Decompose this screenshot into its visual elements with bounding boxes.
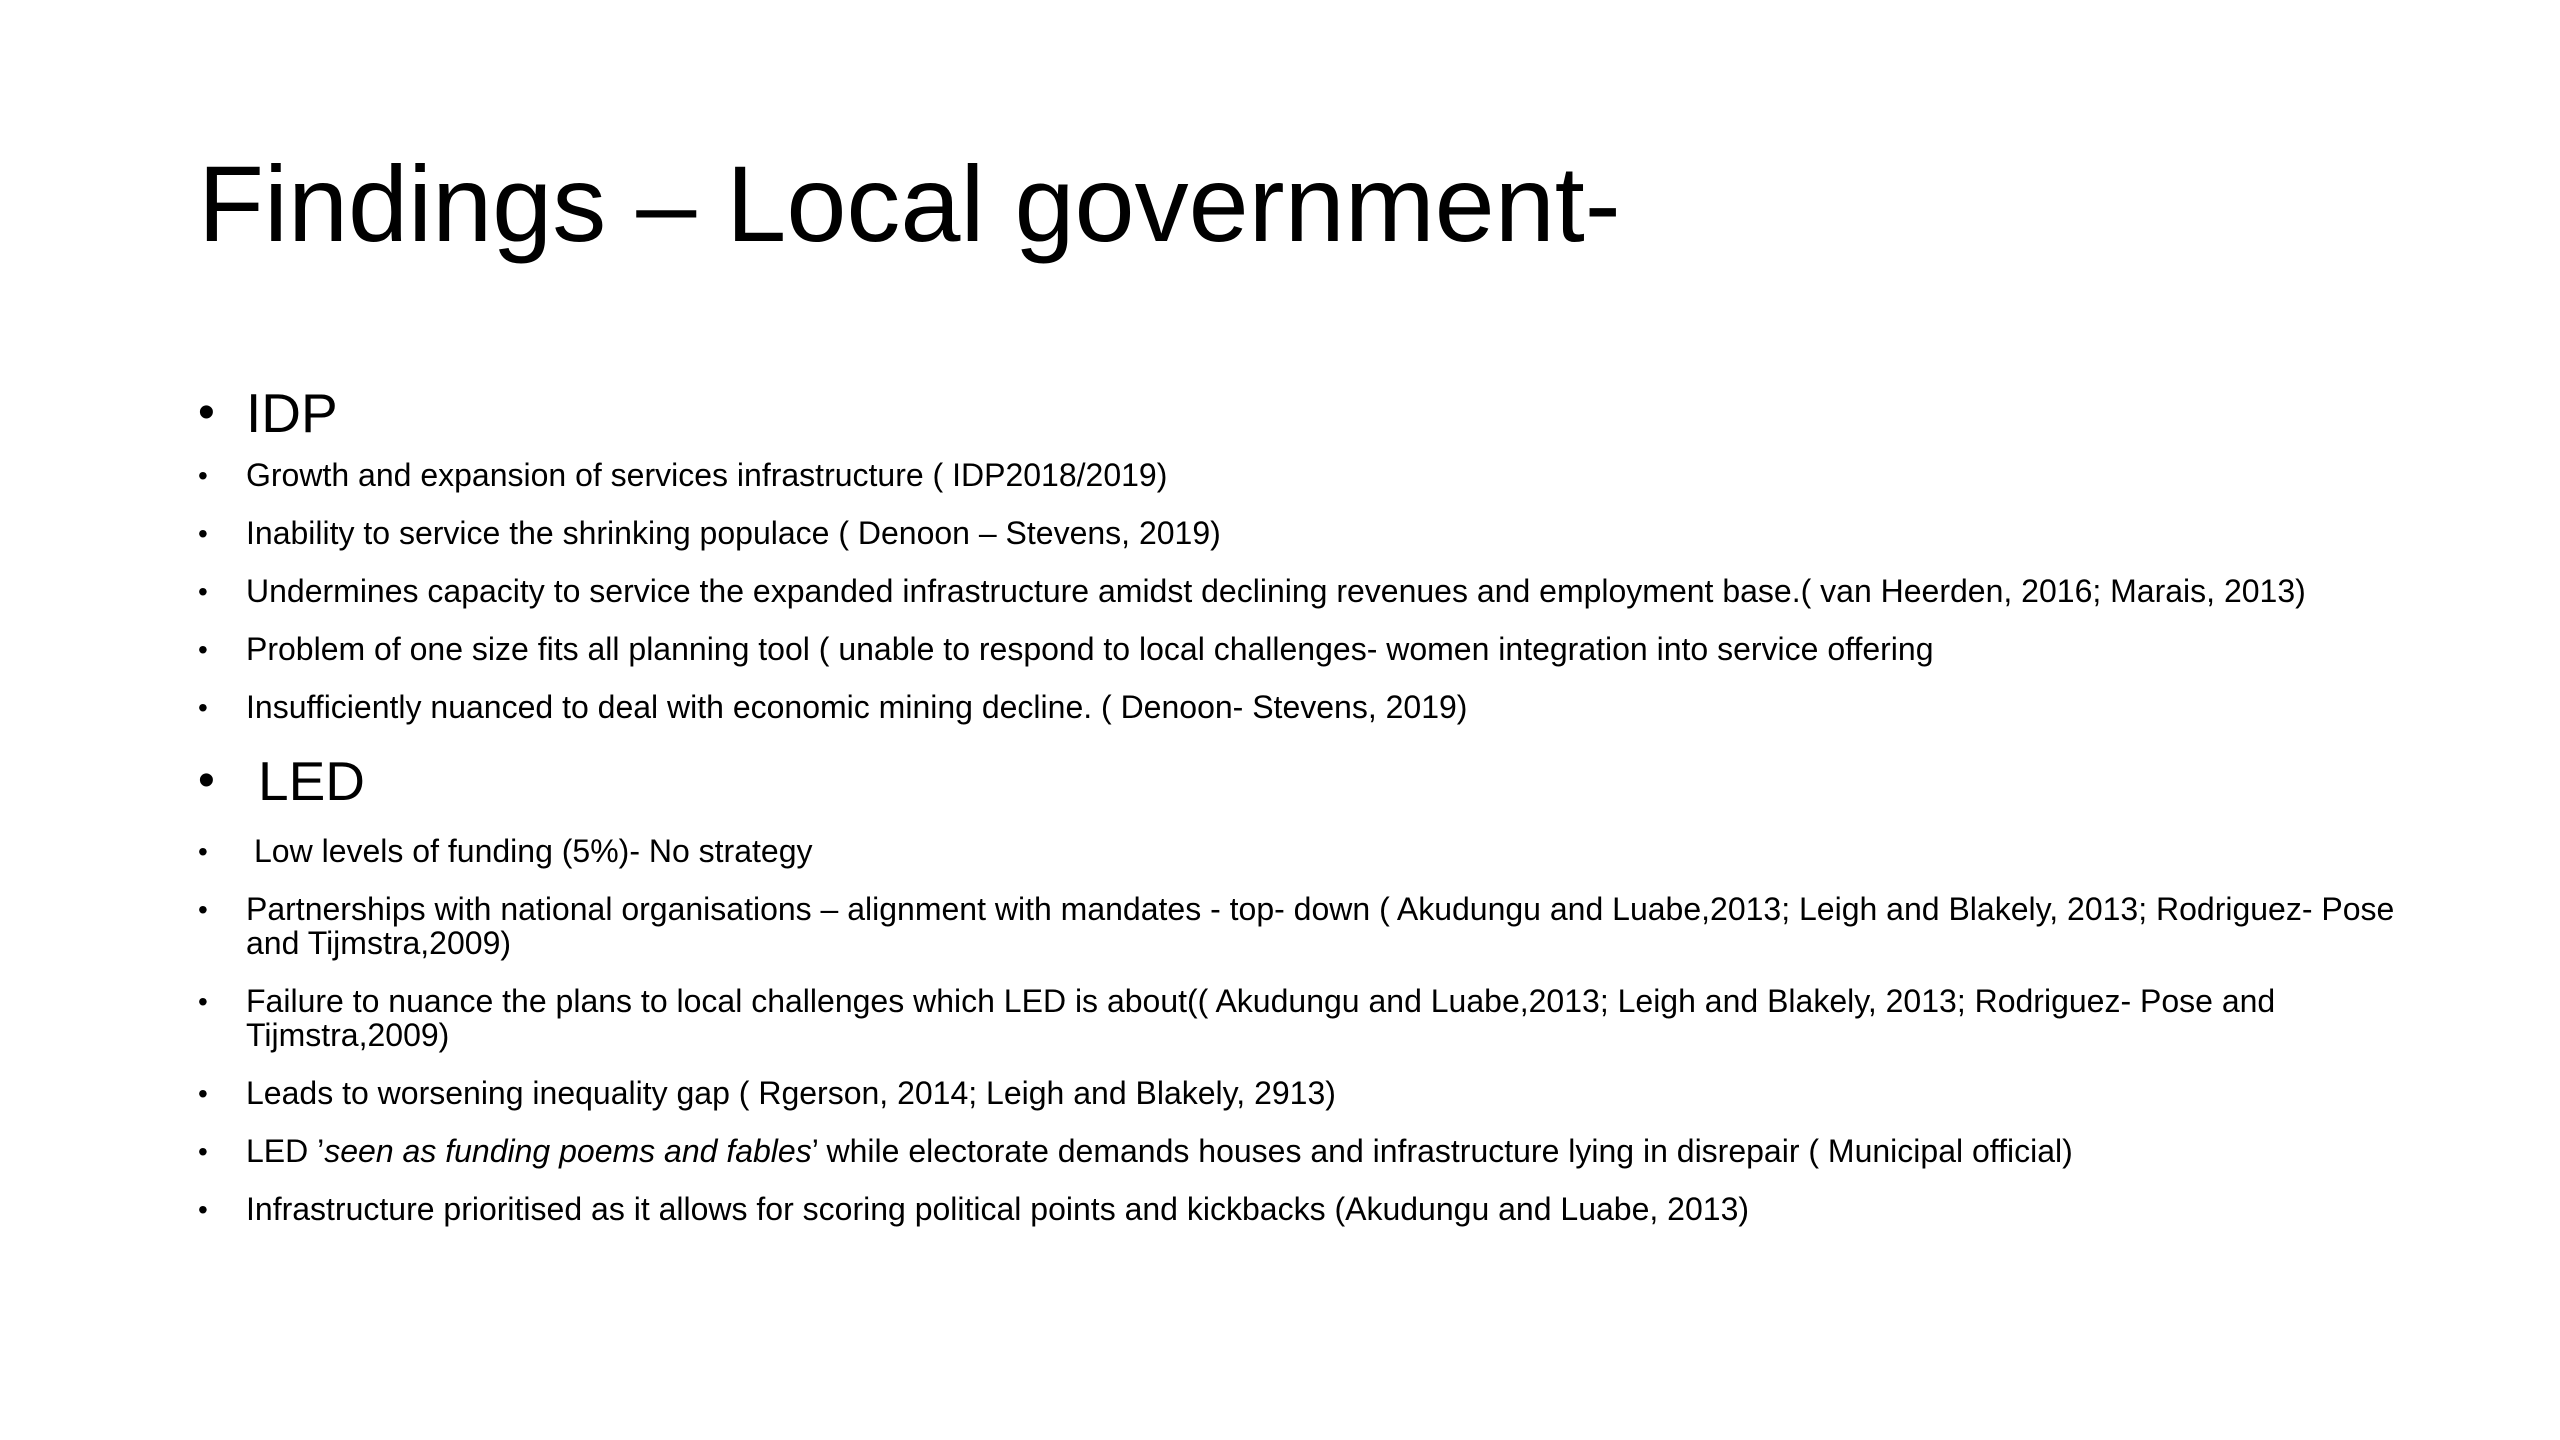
list-item xyxy=(198,574,2398,608)
list-item xyxy=(198,1134,2398,1168)
list-item xyxy=(198,984,2398,1052)
list-item xyxy=(198,834,2398,868)
bullet-marker: • xyxy=(198,1136,208,1167)
bullet-marker: • xyxy=(198,692,208,723)
list-item xyxy=(198,892,2398,960)
list-item-text: Failure to nuance the plans to local challenges which LED is about(( Akudungu and Luabe,2013; Leigh and Blakely, 2013; Rodriguez- Pose and Tijmstra,2009) xyxy=(246,983,2276,1053)
list-item xyxy=(198,1076,2398,1110)
bullet-marker: • xyxy=(198,1078,208,1109)
section-heading-label: LED xyxy=(258,750,365,812)
bullet-marker: • xyxy=(198,986,208,1017)
list-item xyxy=(198,1192,2398,1226)
quote-italic: seen as funding poems and fables xyxy=(324,1133,812,1169)
slide-title: Findings – Local government- xyxy=(198,143,1621,264)
bullet-marker: • xyxy=(198,634,208,665)
list-item-text: Partnerships with national organisations – alignment with mandates - top- down ( Akudungu and Luabe,2013; Leigh and Blakely, 2013; Rodriguez- Pose and Tijmstra,2009) xyxy=(246,891,2395,961)
quote-prefix: LED ’ xyxy=(246,1133,325,1169)
bullet-marker: • xyxy=(198,1194,208,1225)
list-item xyxy=(198,690,2398,724)
section-heading-label: IDP xyxy=(246,382,338,444)
list-item-text: Undermines capacity to service the expanded infrastructure amidst declining revenues and employment base.( van Heerden, 2016; Marais, 2013) xyxy=(246,573,2306,609)
bullet-list xyxy=(198,380,2398,1250)
list-item xyxy=(198,458,2398,492)
list-item-text: Infrastructure prioritised as it allows for scoring political points and kickbacks (Akudungu and Luabe, 2013) xyxy=(246,1191,1750,1227)
quote-suffix: ’ while electorate demands houses and infrastructure lying in disrepair ( Municipal official) xyxy=(811,1133,2073,1169)
bullet-marker: • xyxy=(198,576,208,607)
list-item-text: Growth and expansion of services infrastructure ( IDP2018/2019) xyxy=(246,457,1168,493)
section-heading-led xyxy=(198,748,2398,814)
list-item-text: Leads to worsening inequality gap ( Rgerson, 2014; Leigh and Blakely, 2913) xyxy=(246,1075,1336,1111)
section-heading-idp xyxy=(198,380,2398,446)
list-item-text: Problem of one size fits all planning tool ( unable to respond to local challenges- women integration into service offering xyxy=(246,631,1934,667)
list-item-text xyxy=(246,1133,2073,1169)
list-item-text: Insufficiently nuanced to deal with economic mining decline. ( Denoon- Stevens, 2019) xyxy=(246,689,1468,725)
list-item-text: Inability to service the shrinking populace ( Denoon – Stevens, 2019) xyxy=(246,515,1221,551)
list-item xyxy=(198,516,2398,550)
bullet-marker: • xyxy=(198,518,208,549)
list-item xyxy=(198,632,2398,666)
bullet-marker: • xyxy=(198,754,215,807)
list-item-text: Low levels of funding (5%)- No strategy xyxy=(254,833,813,869)
bullet-marker: • xyxy=(198,460,208,491)
bullet-marker: • xyxy=(198,836,208,867)
bullet-marker: • xyxy=(198,386,215,439)
bullet-marker: • xyxy=(198,894,208,925)
